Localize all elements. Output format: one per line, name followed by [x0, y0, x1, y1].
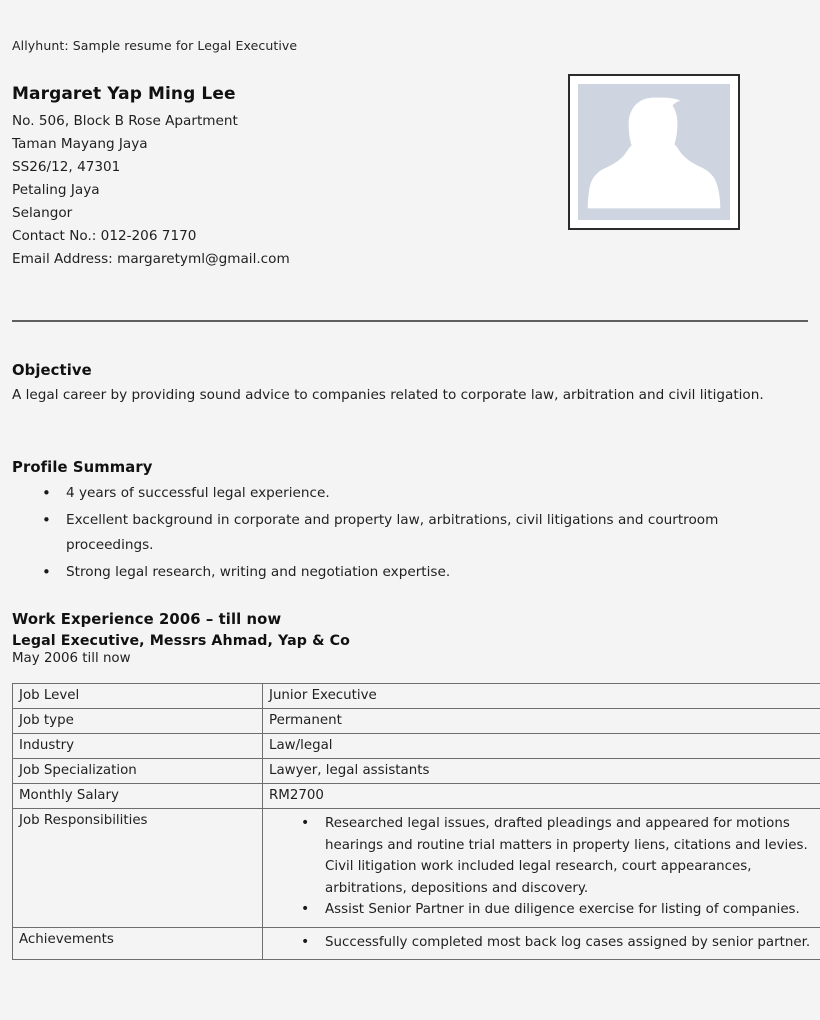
- person-silhouette-icon: [578, 84, 730, 220]
- row-key: Job type: [13, 709, 263, 734]
- section-objective: [12, 362, 796, 407]
- row-key: Industry: [13, 734, 263, 759]
- table-row: [13, 784, 820, 809]
- row-value: Law/legal: [263, 734, 820, 759]
- document-source-label: Allyhunt: Sample resume for Legal Executive: [12, 38, 298, 53]
- objective-text: A legal career by providing sound advice to companies related to corporate law, arbitration and civil litigation.: [12, 387, 764, 403]
- row-value: [263, 927, 820, 960]
- row-value: Permanent: [263, 709, 820, 734]
- achievements-list: [269, 932, 820, 954]
- section-work-experience: [12, 611, 796, 673]
- row-value: [263, 809, 820, 928]
- table-row: [13, 684, 820, 709]
- contact-number: Contact No.: 012-206 7170: [12, 228, 197, 244]
- list-item: • Strong legal research, writing and negotiation expertise.: [12, 560, 796, 586]
- table-row: [13, 709, 820, 734]
- responsibilities-list: [269, 813, 820, 921]
- work-experience-title: Work Experience 2006 – till now: [12, 611, 282, 628]
- work-experience-table: [12, 683, 820, 960]
- list-item: • Assist Senior Partner in due diligence exercise for listing of companies.: [269, 899, 820, 921]
- profile-summary-list: [12, 481, 796, 585]
- row-key: Job Level: [13, 684, 263, 709]
- objective-title: Objective: [12, 362, 92, 379]
- address-line: Selangor: [12, 205, 73, 221]
- list-item: • Successfully completed most back log cases assigned by senior partner.: [269, 932, 820, 954]
- profile-summary-title: Profile Summary: [12, 459, 153, 476]
- row-key: Job Specialization: [13, 759, 263, 784]
- address-line: No. 506, Block B Rose Apartment: [12, 113, 238, 129]
- row-value: Junior Executive: [263, 684, 820, 709]
- contact-header: [12, 84, 552, 271]
- address-line: Taman Mayang Jaya: [12, 136, 148, 152]
- table-row: [13, 759, 820, 784]
- table-row-responsibilities: [13, 809, 820, 928]
- section-divider: [12, 320, 808, 322]
- job-position-title: Legal Executive, Messrs Ahmad, Yap & Co: [12, 633, 350, 649]
- list-item: • Excellent background in corporate and property law, arbitrations, civil litigations and courtroom proceedings.: [12, 508, 796, 559]
- list-item: • Researched legal issues, drafted pleadings and appeared for motions hearings and routine trial matters in property liens, citations and levies. Civil litigation work included legal research, court appearances, arbitrations, depositions and discovery.: [269, 813, 820, 899]
- address-line: SS26/12, 47301: [12, 159, 121, 175]
- row-key: Job Responsibilities: [13, 809, 263, 928]
- photo-placeholder: [578, 84, 730, 220]
- row-value: RM2700: [263, 784, 820, 809]
- row-value: Lawyer, legal assistants: [263, 759, 820, 784]
- row-key: Achievements: [13, 927, 263, 960]
- email-address: Email Address: margaretyml@gmail.com: [12, 251, 290, 267]
- photo-frame: [568, 74, 740, 230]
- candidate-name: Margaret Yap Ming Lee: [12, 84, 236, 104]
- address-line: Petaling Jaya: [12, 182, 100, 198]
- list-item: • 4 years of successful legal experience.: [12, 481, 796, 507]
- section-profile-summary: [12, 459, 796, 586]
- table-row-achievements: [13, 927, 820, 960]
- row-key: Monthly Salary: [13, 784, 263, 809]
- table-row: [13, 734, 820, 759]
- job-dates: May 2006 till now: [12, 651, 131, 666]
